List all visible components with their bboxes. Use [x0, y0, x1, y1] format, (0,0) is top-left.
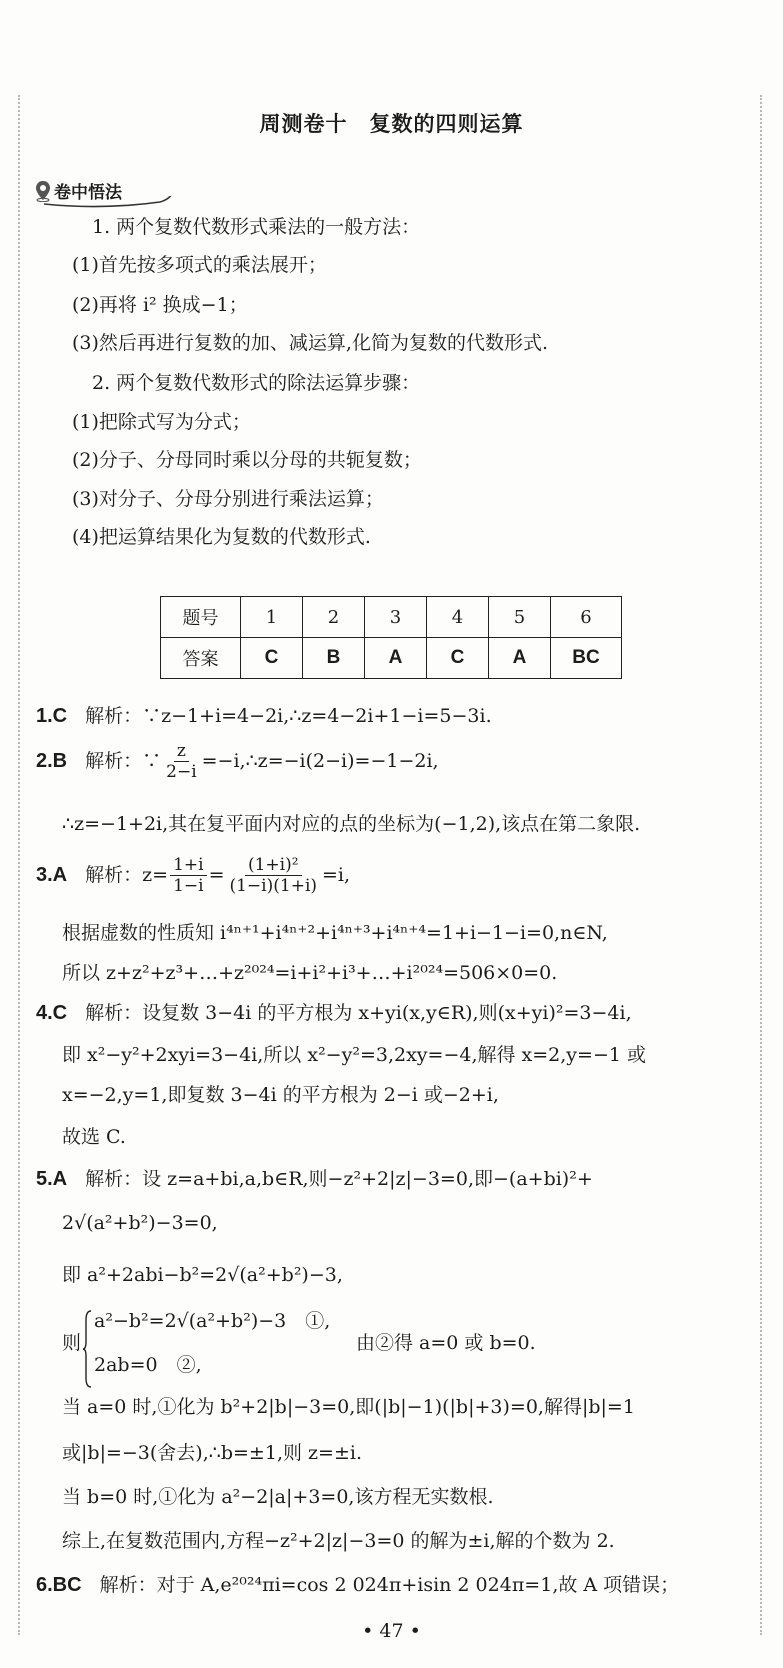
denominator: 1−i: [173, 875, 204, 896]
denominator: 2−i: [166, 761, 197, 782]
fraction: [170, 856, 207, 896]
solution-line: 或|b|=−3(舍去),∴b=±1,则 z=±i.: [62, 1442, 362, 1464]
question-number: 3.A: [36, 864, 68, 887]
table-header-cell: 答案: [161, 638, 241, 679]
solution-line: ∴z=−1+2i,其在复平面内对应的点的坐标为(−1,2),该点在第二象限.: [62, 813, 641, 835]
table-cell: 1: [241, 597, 303, 638]
solution-line: 所以 z+z²+z³+…+z²⁰²⁴=i+i²+i³+…+i²⁰²⁴=506×0=0.: [62, 962, 558, 984]
table-cell: C: [427, 638, 489, 679]
left-margin-guide: [18, 95, 20, 1635]
question-number: 2.B: [36, 750, 68, 773]
solution-text: 解析：对于 A,e²⁰²⁴πi=cos 2 024π+isin 2 024π=1,故 A 项错误；: [99, 1574, 680, 1596]
tip-line: 1. 两个复数代数形式乘法的一般方法：: [92, 216, 421, 238]
table-cell: BC: [551, 638, 622, 679]
title-part2: 复数的四则运算: [369, 112, 524, 136]
solution-line: 当 b=0 时,①化为 a²−2|a|+3=0,该方程无实数根.: [62, 1486, 494, 1508]
tip-line: (1)首先按多项式的乘法展开；: [72, 254, 327, 276]
answer-table: [160, 596, 622, 679]
solution-q1: [36, 701, 492, 728]
solution-text: 解析：∵z−1+i=4−2i,∴z=4−2i+1−i=5−3i.: [85, 705, 492, 727]
system-result: 由②得 a=0 或 b=0.: [356, 1332, 536, 1354]
solution-q4: [36, 998, 632, 1025]
solution-line: 即 x²−y²+2xyi=3−4i,所以 x²−y²=3,2xy=−4,解得 x=2,y=−1 或: [62, 1044, 647, 1066]
left-brace: [82, 1310, 92, 1388]
question-number: 4.C: [36, 1002, 68, 1024]
question-number: 5.A: [36, 1168, 68, 1190]
fraction: [226, 856, 320, 896]
tip-line: (3)对分子、分母分别进行乘法运算；: [72, 488, 384, 510]
table-cell: 2: [303, 597, 365, 638]
solution-line: 2√(a²+b²)−3=0,: [62, 1212, 218, 1234]
numerator: 1+i: [170, 856, 207, 876]
solution-line: 综上,在复数范围内,方程−z²+2|z|−3=0 的解为±i,解的个数为 2.: [62, 1530, 615, 1552]
section-tag: [34, 178, 122, 203]
solution-line: 根据虚数的性质知 i⁴ⁿ⁺¹+i⁴ⁿ⁺²+i⁴ⁿ⁺³+i⁴ⁿ⁺⁴=1+i−1−i=0,n∈N,: [62, 922, 608, 944]
solution-text: =i,: [322, 864, 351, 887]
system-equation-1: a²−b²=2√(a²+b²)−3 ①,: [94, 1310, 331, 1332]
solution-text: 解析：∵: [85, 750, 162, 773]
table-cell: 3: [365, 597, 427, 638]
swoosh-underline: [42, 196, 202, 208]
solution-line: 当 a=0 时,①化为 b²+2|b|−3=0,即(|b|−1)(|b|+3)=0,解得|b|=1: [62, 1396, 635, 1418]
question-number: 1.C: [36, 705, 68, 727]
table-row: [161, 597, 622, 638]
solution-q5: [36, 1164, 593, 1191]
numerator: (1+i)²: [245, 856, 302, 876]
table-cell: B: [303, 638, 365, 679]
solution-text: 解析：z=: [85, 864, 169, 887]
tip-line: (2)再将 i² 换成−1；: [72, 294, 248, 316]
question-number: 6.BC: [36, 1574, 82, 1596]
solution-text: 解析：设 z=a+bi,a,b∈R,则−z²+2|z|−3=0,即−(a+bi)²+: [85, 1168, 593, 1190]
system-equation-2: 2ab=0 ②,: [94, 1354, 202, 1376]
numerator: z: [174, 742, 189, 762]
fraction: [163, 742, 200, 782]
title-part1: 周测卷十: [259, 112, 348, 136]
section-tag-label: 卷中悟法: [54, 183, 122, 203]
solution-line: 即 a²+2abi−b²=2√(a²+b²)−3,: [62, 1264, 343, 1286]
tip-line: (4)把运算结果化为复数的代数形式.: [72, 526, 371, 548]
solution-line: x=−2,y=1,即复数 3−4i 的平方根为 2−i 或−2+i,: [62, 1084, 499, 1106]
denominator: (1−i)(1+i): [229, 875, 318, 896]
table-cell: 4: [427, 597, 489, 638]
table-row: [161, 638, 622, 679]
table-cell: 6: [551, 597, 622, 638]
solution-q6: [36, 1570, 679, 1597]
table-cell: A: [489, 638, 551, 679]
table-cell: C: [241, 638, 303, 679]
page-number: • 47 •: [362, 1620, 421, 1642]
tip-line: (3)然后再进行复数的加、减运算,化简为复数的代数形式.: [72, 332, 548, 354]
page-title: [0, 108, 783, 138]
solution-text: =−i,∴z=−i(2−i)=−1−2i,: [201, 750, 439, 773]
solution-q3: 3.A 解析：z= $\frac{1+i}{1-i}$ = $\frac{\text{(1+i)²}}{(1-i)(1+i)}$ =i,: [36, 855, 351, 896]
system-then: 则: [62, 1332, 82, 1354]
solution-line: 故选 C.: [62, 1126, 126, 1148]
table-cell: A: [365, 638, 427, 679]
solution-q2: [36, 742, 439, 782]
solution-text: 解析：设复数 3−4i 的平方根为 x+yi(x,y∈R),则(x+yi)²=3−4i,: [85, 1002, 632, 1024]
table-cell: 5: [489, 597, 551, 638]
right-margin-guide: [760, 95, 762, 1635]
tip-line: (1)把除式写为分式；: [72, 411, 251, 433]
tip-line: (2)分子、分母同时乘以分母的共轭复数；: [72, 449, 422, 471]
tip-line: 2. 两个复数代数形式的除法运算步骤：: [92, 372, 421, 394]
table-header-cell: 题号: [161, 597, 241, 638]
